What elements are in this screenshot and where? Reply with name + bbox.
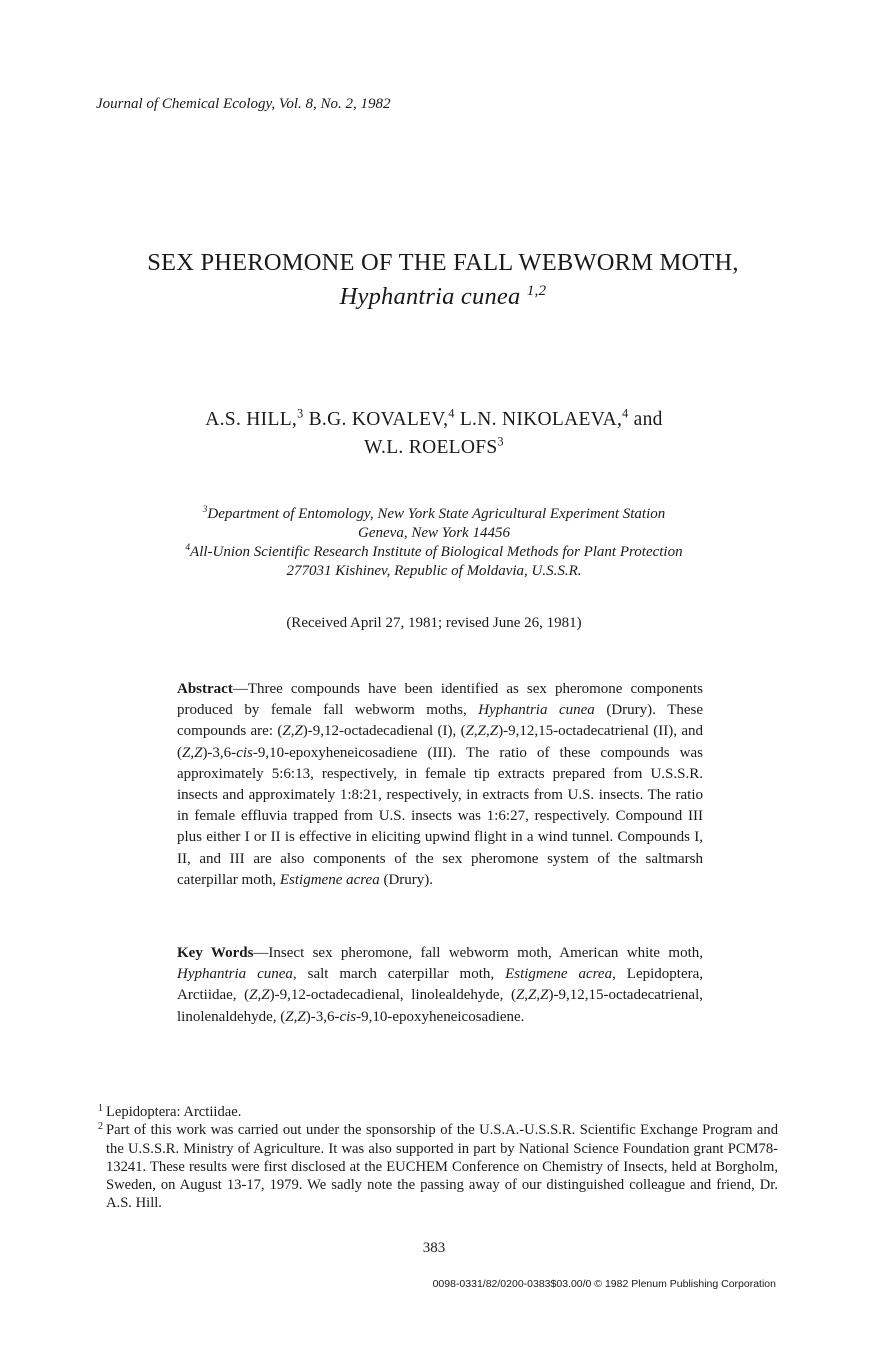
authors-line-2 [0, 434, 868, 462]
abstract-label: Abstract [177, 681, 233, 697]
keywords-text: )-3,6- [305, 1008, 340, 1025]
affiliation-entomology: Department of Entomology, New York State Agricultural Experiment Station [207, 506, 666, 522]
keywords-text: )-9,12-octadecadienal, linolealdehyde, ( [269, 987, 516, 1004]
keywords-species-2: Estigmene acrea [505, 966, 613, 983]
title-footnote-mark: 1,2 [526, 281, 547, 299]
copyright-line: 0098-0331/82/0200-0383$03.00/0 © 1982 Plenum Publishing Corporation [432, 1278, 776, 1290]
abstract-text: -9,10-epoxyheneicosadiene (III). The ratio of these compounds was approximately 5:6:13, respectively, in female tip extracts prepared from U.S.S.R. insects and approximately 1:8:21, respectively, in extracts from U.S. insects. The ratio in female effluvia trapped from U.S. insects was 1:6:27, respectively. Compound III plus either I or II is effective in eliciting upwind flight in a wind tunnel. Compounds I, II, and III are also components of the sex pheromone system of the saltmarsh caterpillar moth, [177, 744, 703, 888]
affiliation-mark-3: 3 [202, 505, 208, 515]
footnote-text: Lepidoptera: Arctiidae. [106, 1104, 242, 1120]
abstract-text: )-9,12,15-octadecatrienal (II), and ( [177, 723, 703, 761]
abstract-stereo: Z,Z [282, 723, 303, 740]
affiliation-institute: All-Union Scientific Research Institute of Biological Methods for Plant Protection [190, 544, 683, 560]
author-kovalev-sup: 4 [448, 406, 455, 421]
footnote-2 [98, 1121, 778, 1212]
abstract-stereo: Z,Z [182, 744, 203, 761]
keywords-species-1: Hyphantria cunea [177, 966, 293, 983]
affiliation-line-2: Geneva, New York 14456 [358, 525, 510, 541]
keywords-stereo: Z,Z [249, 987, 270, 1004]
page-number: 383 [422, 1240, 446, 1256]
affiliation-line-4: 277031 Kishinev, Republic of Moldavia, U.S.S.R. [286, 563, 582, 579]
footnote-mark: 2 [98, 1121, 103, 1133]
author-list [0, 406, 868, 462]
abstract-text: (Drury). These compounds are: ( [177, 702, 704, 740]
keywords-stereo: Z,Z [285, 1008, 306, 1025]
footnote-1 [98, 1103, 778, 1121]
author-hill: A.S. HILL, [205, 409, 298, 430]
author-roelofs-sup: 3 [497, 434, 504, 449]
author-hill-sup: 3 [297, 406, 304, 421]
keywords-label: Key Words [177, 945, 254, 961]
abstract-species-2: Estigmene acrea [279, 871, 380, 888]
author-kovalev: B.G. KOVALEV, [308, 409, 449, 430]
key-words [177, 943, 703, 1028]
title-species: Hyphantria cunea [339, 283, 521, 310]
footnotes [98, 1103, 778, 1213]
affiliation-line-3 [0, 543, 868, 562]
author-roelofs: W.L. ROELOFS [364, 437, 498, 458]
abstract-text: )-9,12-octadecadienal (I), ( [302, 723, 466, 740]
abstract-species-1: Hyphantria cunea [478, 702, 595, 719]
author-nikolaeva: L.N. NIKOLAEVA, [459, 409, 623, 430]
author-nikolaeva-sup: 4 [622, 406, 629, 421]
keywords-text: , salt march caterpillar moth, [292, 966, 506, 983]
abstract-cis: cis [236, 744, 253, 761]
keywords-text: , Lepidoptera, Arctiidae, ( [177, 966, 703, 1004]
keywords-stereo: Z,Z,Z [515, 987, 549, 1004]
abstract-stereo: Z,Z,Z [465, 723, 499, 740]
title-line-2 [0, 280, 886, 314]
title-line-1: SEX PHEROMONE OF THE FALL WEBWORM MOTH, [147, 249, 739, 276]
abstract [177, 679, 703, 891]
affiliation-line-1 [0, 505, 868, 524]
abstract-text: )-3,6- [202, 744, 237, 761]
journal-header: Journal of Chemical Ecology, Vol. 8, No. 2, 1982 [96, 96, 391, 112]
authors-line-1 [0, 406, 868, 434]
abstract-text: (Drury). [379, 871, 434, 888]
keywords-text: —Insect sex pheromone, fall webworm moth, American white moth, [253, 945, 703, 961]
keywords-cis: cis [339, 1008, 357, 1025]
affiliations [0, 505, 868, 581]
received-dates: (Received April 27, 1981; revised June 26, 1981) [286, 615, 582, 631]
author-and: and [633, 409, 663, 430]
footnote-text: Part of this work was carried out under the sponsorship of the U.S.A.-U.S.S.R. Scientific Exchange Program and the U.S.S.R. Ministry of Agriculture. It was also supported in part by National Science Foundation grant PCM78-13241. These results were first disclosed at the EUCHEM Conference on Chemistry of Insects, held at Borgholm, Sweden, on August 13-17, 1979. We sadly note the passing away of our distinguished colleague and friend, Dr. A.S. Hill. [106, 1122, 778, 1212]
affiliation-mark-4: 4 [185, 543, 191, 553]
keywords-text: )-9,12,15-octadecatrienal, linolenaldehyde, ( [177, 987, 703, 1025]
keywords-text: -9,10-epoxyheneicosadiene. [356, 1008, 525, 1025]
article-title [0, 246, 886, 314]
footnote-mark: 1 [98, 1103, 103, 1114]
abstract-text: —Three compounds have been identified as sex pheromone components produced by female fall webworm moths, [177, 681, 703, 719]
